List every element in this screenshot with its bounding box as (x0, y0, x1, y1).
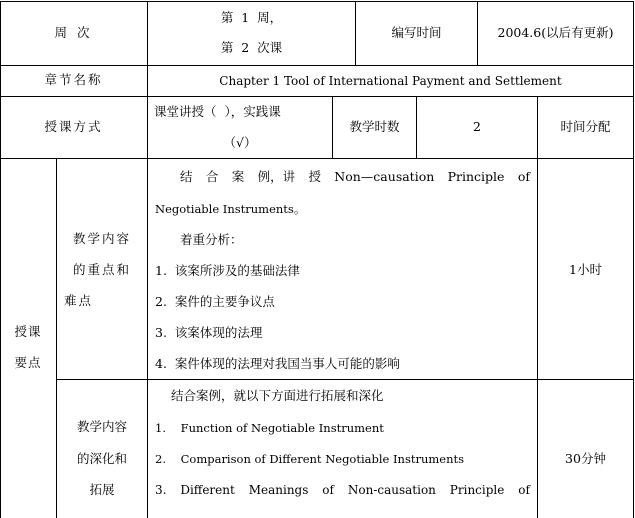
rule (147, 158, 148, 518)
week-line-2: 第 2 次课 (220, 40, 283, 55)
section1-label-1: 教学内容 (72, 231, 131, 246)
section2-intro: 结合案例，就以下方面进行拓展和深化 (171, 388, 384, 403)
section2-time: 30分钟 (565, 451, 606, 466)
intro-word: 结 (180, 169, 193, 184)
section1-label-2: 的重点和 (72, 262, 131, 277)
chapter-value: Chapter 1 Tool of International Payment and Settlement (219, 74, 562, 88)
rule (0, 1, 634, 2)
method-value-line-2: （√） (223, 135, 257, 150)
section2-label-1: 教学内容 (76, 419, 127, 434)
section2-item-2: 2. Comparison of Different Negotiable Instruments (155, 452, 465, 466)
section1-intro (180, 169, 530, 185)
section2-label-3: 拓展 (89, 482, 115, 497)
chapter-label: 章节名称 (44, 72, 103, 87)
section1-item-2: 2. 案件的主要争议点 (155, 294, 275, 309)
rule (0, 158, 634, 159)
intro-word: of (517, 169, 530, 184)
section2-label-2: 的深化和 (76, 451, 127, 466)
item3-word: Principle (449, 483, 505, 497)
section1-intro-line-2: Negotiable Instruments。 (155, 202, 306, 216)
section1-time: 1小时 (569, 262, 602, 277)
intro-word: 授 (308, 169, 321, 184)
rule (633, 1, 634, 518)
section1-item-3: 3. 该案体现的法理 (155, 325, 263, 340)
item3-word: of (322, 483, 334, 497)
method-label: 授课方式 (44, 119, 103, 134)
item3-word: of (518, 483, 530, 497)
intro-word: 例，讲 (257, 169, 296, 184)
intro-word: 案 (231, 169, 245, 184)
item3-word: 3. (155, 483, 167, 497)
group-label-2: 要点 (14, 355, 42, 370)
intro-word: Principle (447, 169, 505, 184)
intro-word: Non—causation (334, 169, 435, 184)
section1-item-1: 1. 该案所涉及的基础法律 (155, 263, 300, 278)
item3-word: Non-causation (347, 483, 436, 497)
hours-value: 2 (473, 119, 481, 134)
rule (56, 379, 634, 380)
week-label: 周 次 (54, 25, 93, 40)
section1-item-4: 4. 案件体现的法理对我国当事人可能的影响 (155, 356, 400, 371)
rule (0, 96, 634, 97)
item3-word: Meanings (248, 483, 309, 497)
group-label-1: 授课 (14, 324, 42, 339)
section2-item-3 (155, 482, 530, 498)
section2-item-1: 1. Function of Negotiable Instrument (155, 421, 384, 435)
week-line-1: 第 1 周， (220, 10, 283, 25)
compiled-value: 2004.6(以后有更新) (497, 25, 614, 40)
section1-label-3: 难点 (64, 293, 94, 308)
compiled-label: 编写时间 (391, 25, 442, 40)
hours-label: 教学时数 (349, 119, 400, 134)
rule (0, 65, 634, 66)
intro-word: 合 (205, 169, 219, 184)
method-value-line-1: 课堂讲授（ ），实践课 (154, 104, 281, 119)
item3-word: Different (180, 483, 235, 497)
time-allocation-label: 时间分配 (560, 119, 611, 134)
section1-analysis: 着重分析： (180, 232, 243, 247)
